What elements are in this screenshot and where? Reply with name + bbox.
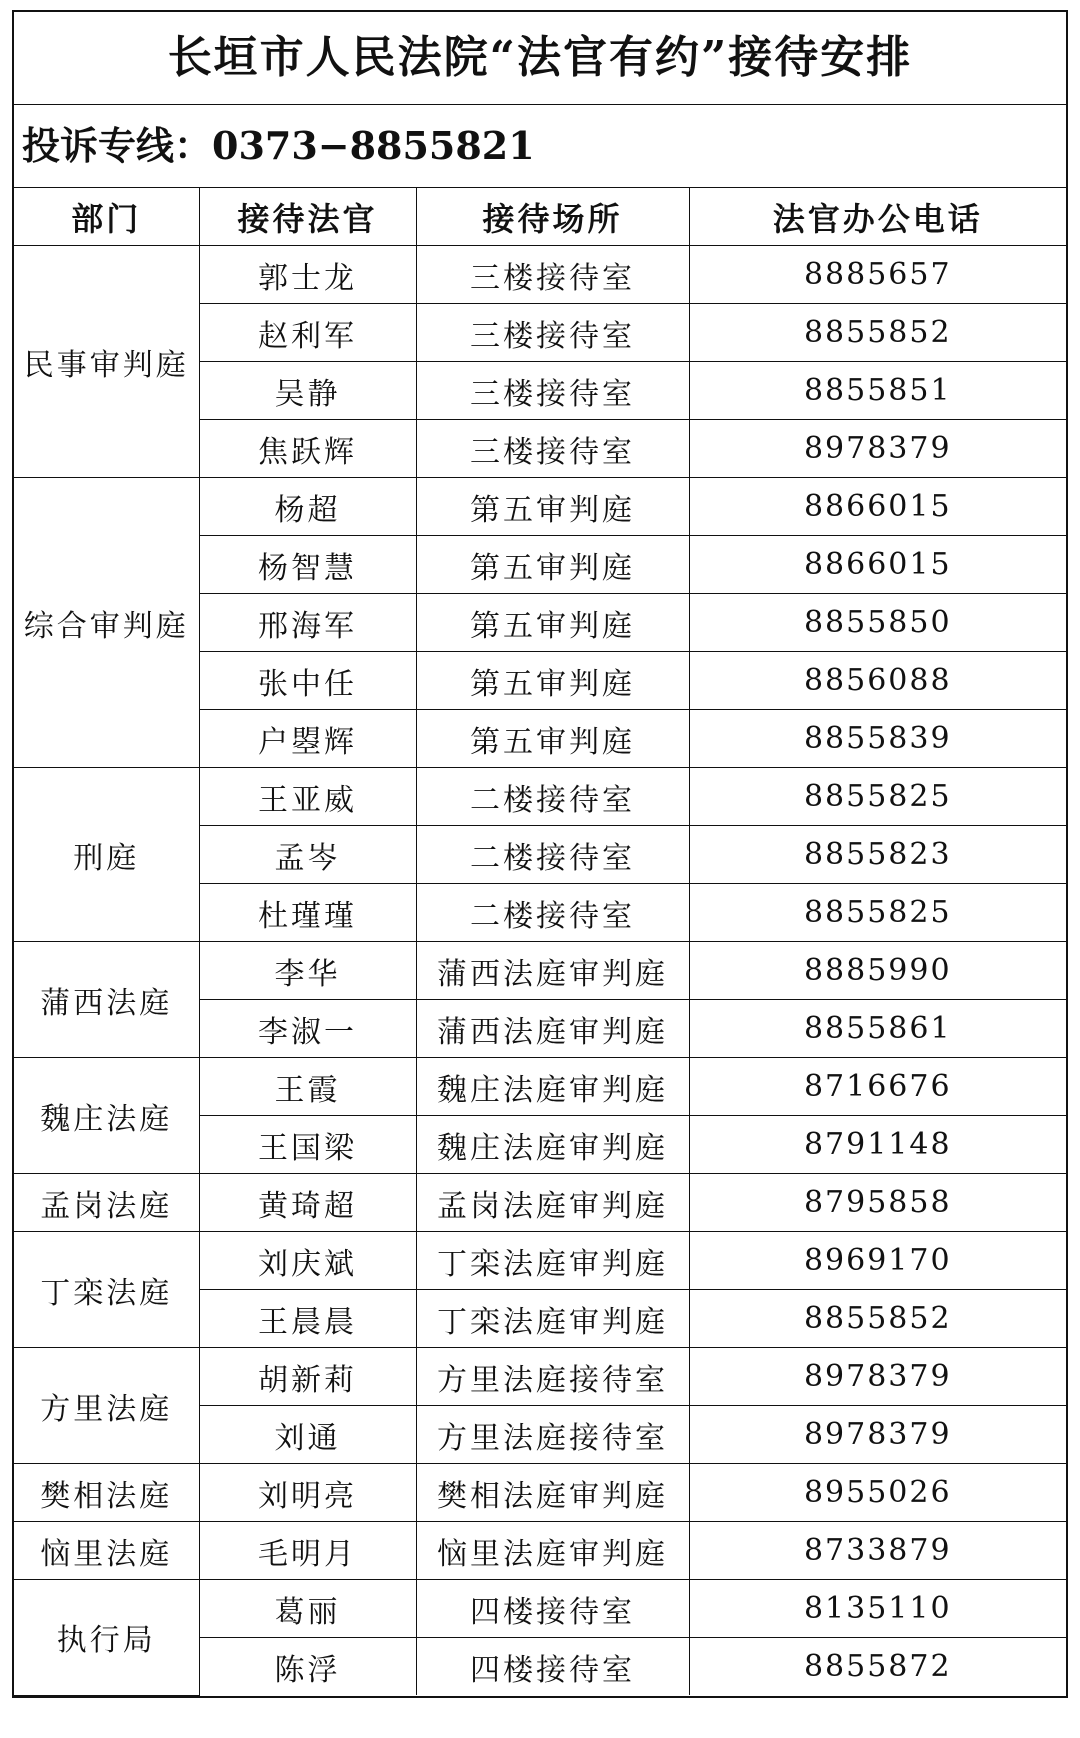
department-cell: 综合审判庭	[14, 478, 199, 768]
place-cell: 第五审判庭	[416, 536, 689, 594]
phone-cell: 8856088	[689, 652, 1066, 710]
department-cell: 魏庄法庭	[14, 1058, 199, 1174]
judge-cell: 赵利军	[199, 304, 416, 362]
judge-cell: 刘明亮	[199, 1464, 416, 1522]
judge-cell: 刘通	[199, 1406, 416, 1464]
place-cell: 恼里法庭审判庭	[416, 1522, 689, 1580]
department-cell: 刑庭	[14, 768, 199, 942]
phone-cell: 8855872	[689, 1638, 1066, 1696]
judge-cell: 王晨晨	[199, 1290, 416, 1348]
place-cell: 四楼接待室	[416, 1580, 689, 1638]
phone-cell: 8885657	[689, 246, 1066, 304]
header-judge: 接待法官	[199, 188, 416, 246]
phone-cell: 8855825	[689, 884, 1066, 942]
place-cell: 第五审判庭	[416, 594, 689, 652]
judge-cell: 王亚威	[199, 768, 416, 826]
place-cell: 三楼接待室	[416, 420, 689, 478]
phone-cell: 8855823	[689, 826, 1066, 884]
phone-cell: 8716676	[689, 1058, 1066, 1116]
reception-table	[14, 188, 1066, 1696]
phone-cell: 8866015	[689, 536, 1066, 594]
table-row	[14, 246, 1066, 304]
phone-cell: 8135110	[689, 1580, 1066, 1638]
header-place: 接待场所	[416, 188, 689, 246]
phone-cell: 8855839	[689, 710, 1066, 768]
place-cell: 三楼接待室	[416, 304, 689, 362]
place-cell: 三楼接待室	[416, 362, 689, 420]
phone-cell: 8855852	[689, 304, 1066, 362]
judge-cell: 吴静	[199, 362, 416, 420]
phone-cell: 8855852	[689, 1290, 1066, 1348]
header-phone: 法官办公电话	[689, 188, 1066, 246]
judge-cell: 李淑一	[199, 1000, 416, 1058]
department-cell: 樊相法庭	[14, 1464, 199, 1522]
table-header-row	[14, 188, 1066, 246]
judge-cell: 户曌辉	[199, 710, 416, 768]
table-row	[14, 1348, 1066, 1406]
place-cell: 魏庄法庭审判庭	[416, 1116, 689, 1174]
department-cell: 丁栾法庭	[14, 1232, 199, 1348]
department-cell: 执行局	[14, 1580, 199, 1696]
judge-cell: 邢海军	[199, 594, 416, 652]
phone-cell: 8885990	[689, 942, 1066, 1000]
department-cell: 孟岗法庭	[14, 1174, 199, 1232]
phone-cell: 8978379	[689, 1348, 1066, 1406]
phone-cell: 8969170	[689, 1232, 1066, 1290]
place-cell: 二楼接待室	[416, 884, 689, 942]
place-cell: 孟岗法庭审判庭	[416, 1174, 689, 1232]
judge-cell: 杨超	[199, 478, 416, 536]
phone-cell: 8855850	[689, 594, 1066, 652]
phone-cell: 8855861	[689, 1000, 1066, 1058]
judge-cell: 葛丽	[199, 1580, 416, 1638]
department-cell: 蒲西法庭	[14, 942, 199, 1058]
phone-cell: 8733879	[689, 1522, 1066, 1580]
judge-cell: 杜瑾瑾	[199, 884, 416, 942]
place-cell: 丁栾法庭审判庭	[416, 1232, 689, 1290]
place-cell: 三楼接待室	[416, 246, 689, 304]
document-title: 长垣市人民法院“法官有约”接待安排	[14, 12, 1066, 105]
phone-cell: 8978379	[689, 1406, 1066, 1464]
judge-cell: 王国梁	[199, 1116, 416, 1174]
judge-cell: 李华	[199, 942, 416, 1000]
place-cell: 第五审判庭	[416, 478, 689, 536]
place-cell: 丁栾法庭审判庭	[416, 1290, 689, 1348]
table-body	[14, 246, 1066, 1696]
complaint-hotline: 投诉专线：0373−8855821	[14, 105, 1066, 188]
place-cell: 第五审判庭	[416, 652, 689, 710]
phone-cell: 8866015	[689, 478, 1066, 536]
department-cell: 方里法庭	[14, 1348, 199, 1464]
judge-cell: 刘庆斌	[199, 1232, 416, 1290]
place-cell: 魏庄法庭审判庭	[416, 1058, 689, 1116]
judge-cell: 毛明月	[199, 1522, 416, 1580]
place-cell: 四楼接待室	[416, 1638, 689, 1696]
table-row	[14, 1580, 1066, 1638]
phone-cell: 8978379	[689, 420, 1066, 478]
judge-cell: 张中任	[199, 652, 416, 710]
place-cell: 二楼接待室	[416, 768, 689, 826]
schedule-document	[12, 10, 1068, 1698]
phone-cell: 8791148	[689, 1116, 1066, 1174]
table-row	[14, 1522, 1066, 1580]
table-row	[14, 768, 1066, 826]
table-row	[14, 1232, 1066, 1290]
place-cell: 方里法庭接待室	[416, 1406, 689, 1464]
judge-cell: 陈浮	[199, 1638, 416, 1696]
judge-cell: 焦跃辉	[199, 420, 416, 478]
judge-cell: 王霞	[199, 1058, 416, 1116]
place-cell: 方里法庭接待室	[416, 1348, 689, 1406]
judge-cell: 孟岑	[199, 826, 416, 884]
place-cell: 蒲西法庭审判庭	[416, 942, 689, 1000]
place-cell: 二楼接待室	[416, 826, 689, 884]
place-cell: 蒲西法庭审判庭	[416, 1000, 689, 1058]
department-cell: 民事审判庭	[14, 246, 199, 478]
place-cell: 第五审判庭	[416, 710, 689, 768]
phone-cell: 8795858	[689, 1174, 1066, 1232]
header-department: 部门	[14, 188, 199, 246]
table-row	[14, 1174, 1066, 1232]
place-cell: 樊相法庭审判庭	[416, 1464, 689, 1522]
table-row	[14, 478, 1066, 536]
judge-cell: 黄琦超	[199, 1174, 416, 1232]
phone-cell: 8855825	[689, 768, 1066, 826]
department-cell: 恼里法庭	[14, 1522, 199, 1580]
judge-cell: 胡新莉	[199, 1348, 416, 1406]
table-row	[14, 1464, 1066, 1522]
judge-cell: 杨智慧	[199, 536, 416, 594]
table-row	[14, 942, 1066, 1000]
phone-cell: 8955026	[689, 1464, 1066, 1522]
phone-cell: 8855851	[689, 362, 1066, 420]
table-row	[14, 1058, 1066, 1116]
judge-cell: 郭士龙	[199, 246, 416, 304]
